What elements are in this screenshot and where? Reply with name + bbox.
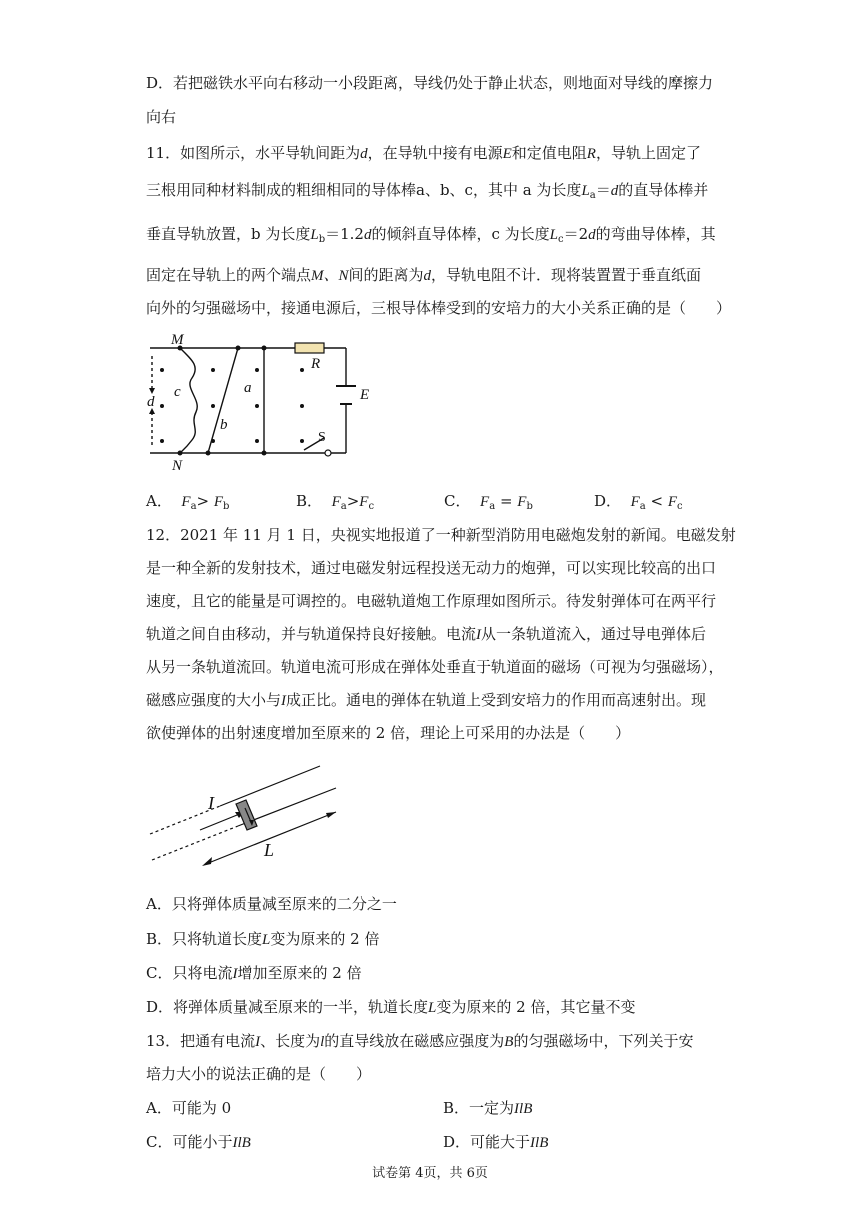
q10-option-d-line2: 向右 [146,108,177,126]
q13-option-d[interactable]: D．可能大于IlB [443,1133,549,1151]
q13-option-a[interactable]: A．可能为 0 [146,1099,232,1117]
label-l: L [264,840,275,860]
q12-option-a[interactable]: A．只将弹体质量减至原来的二分之一 [146,895,397,913]
label-s: S [318,430,326,445]
q11-line4: 固定在导轨上的两个端点M、N间的距离为d，导轨电阻不计．现将装置置于垂直纸面 [146,266,702,284]
page-footer: 试卷第 4页，共 6页 [372,1166,488,1181]
label-a: a [244,380,252,396]
q12-line2: 是一种全新的发射技术，通过电磁发射远程投送无动力的炮弹，可以实现比较高的出口 [146,559,717,577]
label-r: R [311,356,321,372]
q12-railgun-figure [140,760,340,880]
q12-option-c[interactable]: C．只将电流I增加至原来的 2 倍 [146,964,362,982]
q11-line3: 垂直导轨放置，b 为长度$L_b=1.2d$的倾斜直导体棒，c 为长度$L_c=2d$的弯曲导体棒，其 [146,225,716,245]
q11-option-c[interactable]: C． $F_a = F_b$ [444,492,533,512]
label-e: E [360,387,370,403]
label-m: M [171,332,184,348]
q12-line4: 轨道之间自由移动，并与轨道保持良好接触。电流I从一条轨道流入，通过导电弹体后 [146,625,707,643]
label-b: b [220,417,228,433]
q12-line3: 速度，且它的能量是可调控的。电磁轨道炮工作原理如图所示。待发射弹体可在两平行 [146,592,717,610]
label-n: N [172,458,183,474]
q12-line1: 12．2021 年 11 月 1 日，央视实地报道了一种新型消防用电磁炮发射的新闻。电磁发射 [146,526,736,544]
q13-option-c[interactable]: C．可能小于IlB [146,1133,251,1151]
q12-line5: 从另一条轨道流回。轨道电流可形成在弹体处垂直于轨道面的磁场（可视为匀强磁场）， [146,658,724,676]
q13-option-b[interactable]: B．一定为IlB [443,1099,533,1117]
label-c: c [174,384,181,400]
q12-line6: 磁感应强度的大小与I成正比。通电的弹体在轨道上受到安培力的作用而高速射出。现 [146,691,707,709]
q11-line1: 11．如图所示，水平导轨间距为d，在导轨中接有电源E和定值电阻R，导轨上固定了 [146,144,701,162]
q10-option-d-line1: D．若把磁铁水平向右移动一小段距离，导线仍处于静止状态，则地面对导线的摩擦力 [146,74,714,92]
label-i: I [208,793,214,813]
q11-option-d[interactable]: D． $F_a < F_c$ [594,492,683,512]
q11-option-a[interactable]: A． $F_a> F_b$ [146,492,230,512]
q13-line1: 13．把通有电流I、长度为l的直导线放在磁感应强度为B的匀强磁场中，下列关于安 [146,1032,694,1050]
rod-b [208,348,238,453]
rod-c [180,348,197,453]
q11-line2: 三根用同种材料制成的粗细相同的导体棒a、b、c，其中 a 为长度$L_a=d$的直导体棒并 [146,181,709,201]
label-d: d [147,394,155,410]
q13-line2: 培力大小的说法正确的是（ ） [146,1065,372,1083]
resistor-r [295,343,324,353]
q11-line5: 向外的匀强磁场中，接通电源后，三根导体棒受到的安培力的大小关系正确的是（ ） [146,299,732,317]
q11-circuit-figure [140,330,380,475]
q12-option-d[interactable]: D．将弹体质量减至原来的一半，轨道长度L变为原来的 2 倍，其它量不变 [146,998,636,1016]
q12-option-b[interactable]: B．只将轨道长度L变为原来的 2 倍 [146,930,380,948]
q11-option-b[interactable]: B． $F_a>F_c$ [296,492,375,512]
q12-line7: 欲使弹体的出射速度增加至原来的 2 倍，理论上可采用的办法是（ ） [146,724,631,742]
current-arrow [200,813,242,830]
